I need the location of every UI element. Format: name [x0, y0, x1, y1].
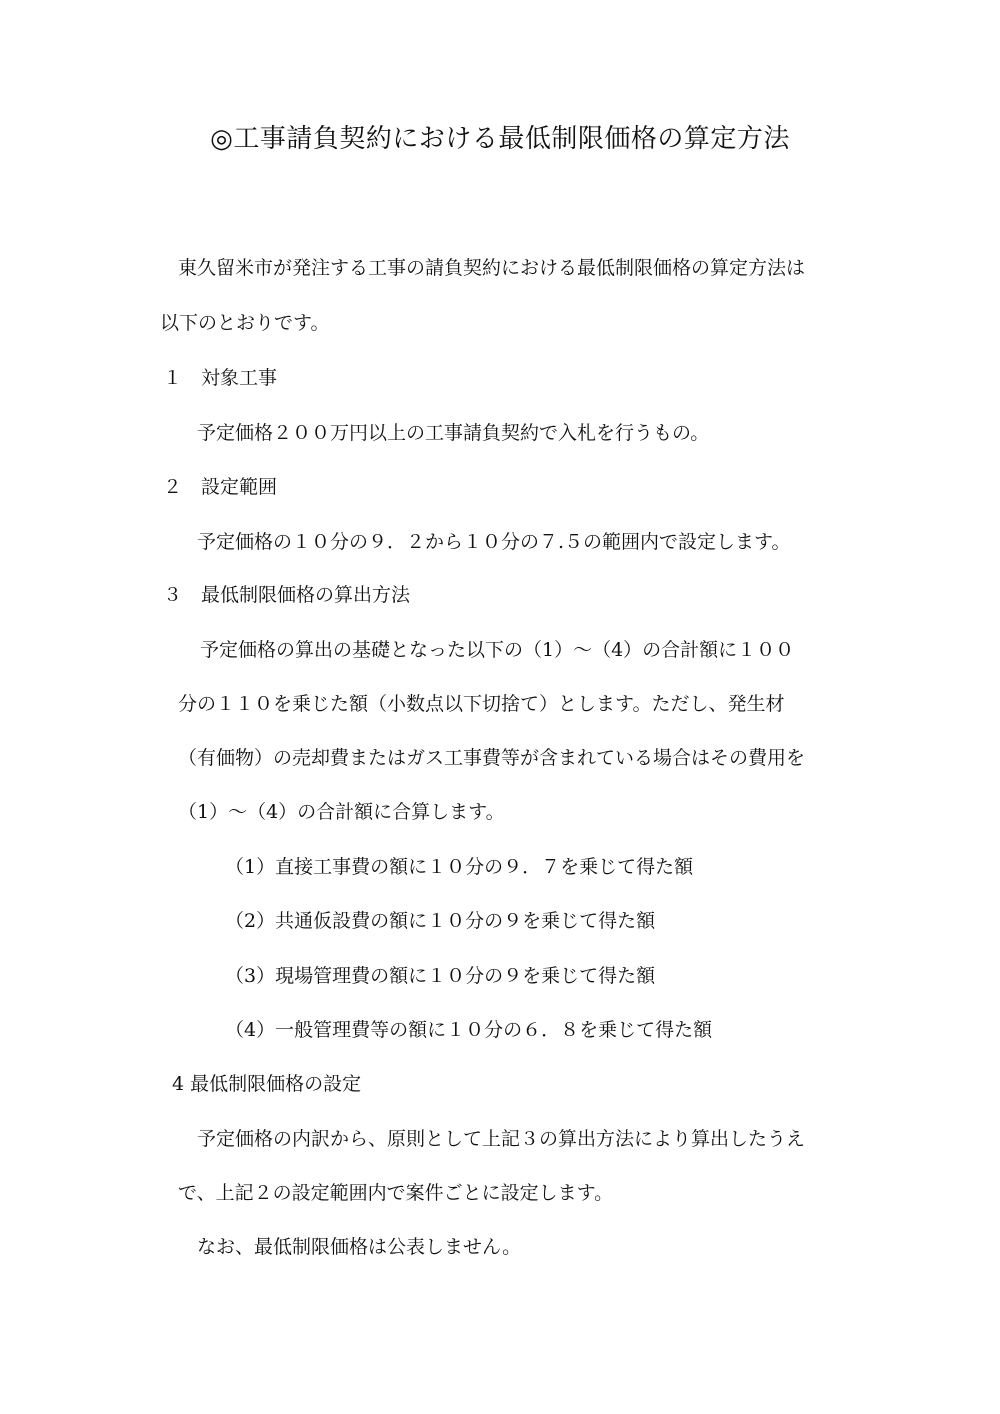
calc-item-1: （1）直接工事費の額に１０分の９．７を乗じて得た額	[225, 856, 694, 878]
intro-line-1: 東久留米市が発注する工事の請負契約における最低制限価格の算定方法は	[178, 257, 806, 279]
section-4-body-line-1: 予定価格の内訳から、原則として上記３の算出方法により算出したうえ	[197, 1128, 806, 1150]
section-2-body: 予定価格の１０分の９．２から１０分の７.５の範囲内で設定します。	[197, 531, 791, 553]
calc-item-4: （4）一般管理費等の額に１０分の６．８を乗じて得た額	[225, 1019, 713, 1041]
section-2-heading: ２ 設定範囲	[163, 476, 278, 498]
section-3-body-line-3: （有価物）の売却費またはガス工事費等が含まれている場合はその費用を	[178, 747, 806, 769]
section-4-body-line-2: で、上記２の設定範囲内で案件ごとに設定します。	[178, 1182, 614, 1204]
calc-item-3: （3）現場管理費の額に１０分の９を乗じて得た額	[225, 965, 656, 987]
intro-line-2: 以下のとおりです。	[160, 312, 330, 334]
section-3-body-line-2: 分の１１０を乗じた額（小数点以下切捨て）とします。ただし、発生材	[178, 693, 785, 715]
section-1-heading: １ 対象工事	[163, 367, 278, 389]
section-4-note: なお、最低制限価格は公表しません。	[197, 1236, 522, 1258]
section-1-body: 予定価格２００万円以上の工事請負契約で入札を行うもの。	[197, 422, 710, 444]
section-4-heading: 4 最低制限価格の設定	[172, 1073, 362, 1095]
section-3-body-line-1: 予定価格の算出の基礎となった以下の（1）～（4）の合計額に１００	[200, 639, 795, 661]
section-3-heading: ３ 最低制限価格の算出方法	[163, 584, 411, 606]
section-3-body-line-4: （1）～（4）の合計額に合算します。	[178, 801, 505, 823]
calc-item-2: （2）共通仮設費の額に１０分の９を乗じて得た額	[225, 910, 656, 932]
document-title: ◎工事請負契約における最低制限価格の算定方法	[210, 124, 790, 154]
